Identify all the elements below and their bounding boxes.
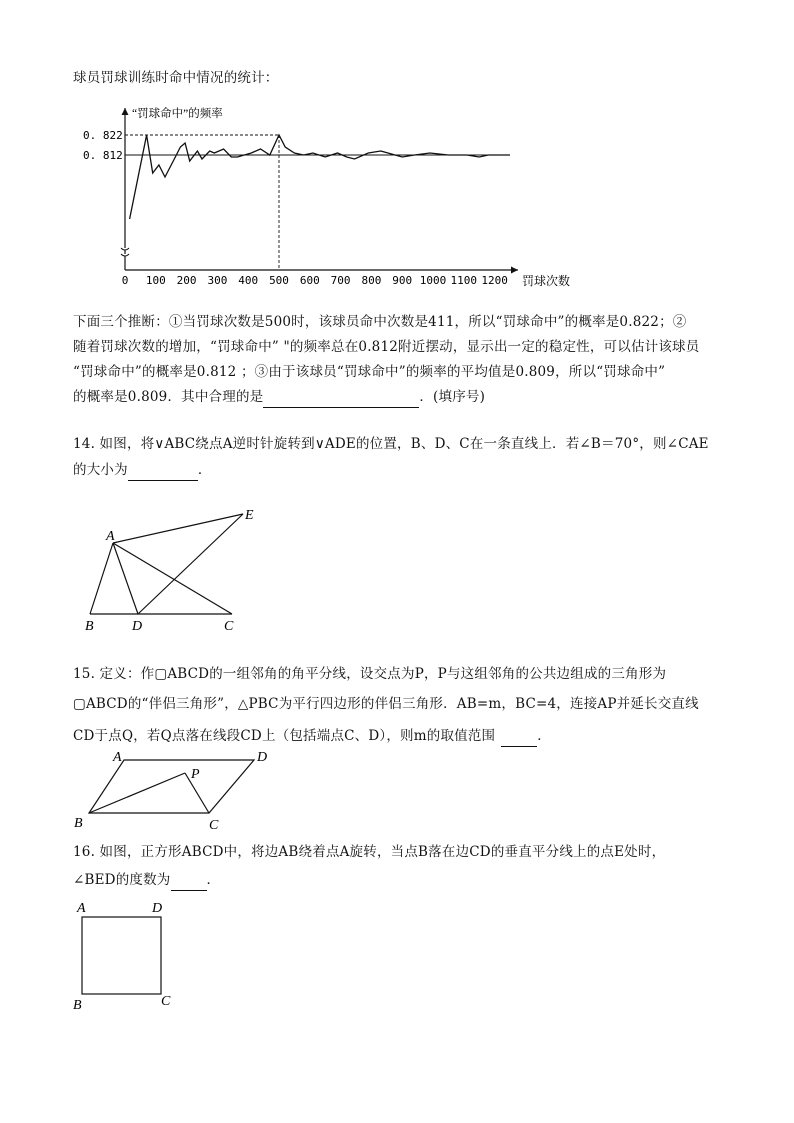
x-tick-300: 300 [207,274,228,287]
segment-AB [90,543,113,614]
hit-frequency-chart [83,100,588,295]
label-P: P [191,767,200,782]
q15-answer-blank[interactable] [501,730,537,747]
q16-line-2a: ∠BED的度数为 [73,872,171,888]
q16-line-1: 16. 如图，正方形ABCD中，将边AB绕着点A旋转，当点B落在边CD的垂直平分线上的点E处时， [73,844,666,860]
x-tick-900: 900 [392,274,413,287]
q15-line-3b: ． [537,728,551,744]
q15-line-1: 15. 定义：作▢ABCD的一组邻角的角平分线，设交点为P，P与这组邻角的公共边组成的三角形为 [73,666,667,682]
x-tick-700: 700 [330,274,351,287]
q14-answer-blank[interactable] [128,464,198,481]
parallelogram-ABCD [89,760,254,813]
q13-line-1: 下面三个推断：①当罚球次数是500时，该球员命中次数是411，所以“罚球命中”的概率是0.822；② [73,314,687,330]
x-tick-400: 400 [238,274,259,287]
q16-answer-blank[interactable] [171,874,207,891]
label-B: B [74,816,83,831]
x-tick-800: 800 [361,274,382,287]
q13-line-3: “罚球命中”的概率是0.812 ；③由于该球员“罚球命中”的频率的平均值是0.809，所以“罚球命中” [73,364,666,380]
y-tick-0822: 0. 822 [83,129,123,142]
q14-line-2b: ． [197,462,212,478]
y-tick-0812: 0. 812 [83,149,123,162]
label-D: D [152,901,163,916]
label-B: B [73,998,82,1013]
segment-AC [113,543,232,614]
q16-square-figure [70,897,190,1017]
q15-line-3a: CD于点Q，若Q点落在线段CD上（包括端点C、D），则m的取值范围 [73,728,496,744]
q14-line-2a: 的大小为 [73,462,128,478]
x-tick-1200: 1200 [481,274,508,287]
frequency-series-line [130,135,510,219]
label-A: A [106,529,115,544]
label-A: A [77,901,86,916]
x-tick-500: 500 [269,274,289,287]
q14-triangle-figure [80,500,280,640]
label-B: B [85,619,94,634]
q13-line-4a: 的概率是0.809．其中合理的是 [73,389,264,405]
label-C: C [224,619,234,634]
q16-line-2b: ． [206,872,221,888]
x-tick-1100: 1100 [450,274,478,287]
square-ABCD [82,917,161,994]
x-axis-label: 罚球次数 [522,274,571,288]
segment-BP [89,773,185,813]
chart-title: “罚球命中”的频率 [132,108,223,120]
label-D: D [132,619,143,634]
label-E: E [245,508,254,523]
label-A: A [113,750,122,765]
intro-text: 球员罚球训练时命中情况的统计： [73,70,279,86]
x-tick-200: 200 [176,274,197,287]
x-tick-1000: 1000 [419,274,447,287]
segment-AD [113,543,138,614]
x-tick-100: 100 [145,274,166,287]
label-D: D [257,750,268,765]
q15-line-2: ▢ABCD的“伴侣三角形”，△PBC为平行四边形的伴侣三角形．AB=m，BC=4，连接AP并延长交直线 [73,696,699,712]
segment-ED [138,514,243,614]
segment-AE [113,514,243,543]
x-tick-0: 0 [121,274,129,287]
q14-line-1: 14. 如图，将∨ABC绕点A逆时针旋转到∨ADE的位置，B、D、C在一条直线上．若∠B＝70°，则∠CAE [73,436,709,452]
q13-line-2: 随着罚球次数的增加，“罚球命中” "的频率总在0.812附近摆动，显示出一定的稳定性，可以估计该球员 [73,339,700,355]
label-C: C [161,994,171,1009]
label-C: C [209,818,219,833]
q13-line-4b: ．(填序号) [419,389,486,405]
x-tick-600: 600 [299,274,320,287]
q15-parallelogram-figure [70,745,290,835]
q13-answer-blank[interactable] [263,391,419,408]
